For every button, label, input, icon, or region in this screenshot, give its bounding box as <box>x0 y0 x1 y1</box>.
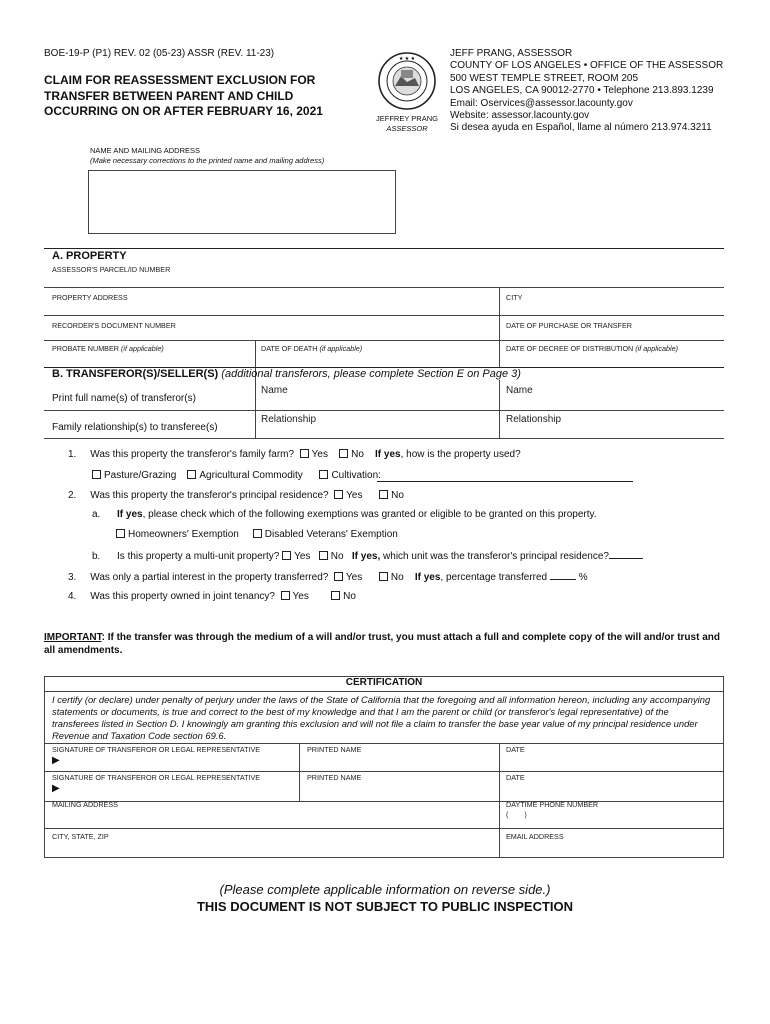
relationship-col-1: Relationship <box>261 414 317 425</box>
q2b-unit-input[interactable] <box>609 549 643 559</box>
sig2-arrow-icon: ▶ <box>52 783 60 794</box>
mailing-address-field[interactable] <box>46 809 498 827</box>
form-code: BOE-19-P (P1) REV. 02 (05-23) ASSR (REV. 11-23) <box>44 48 275 59</box>
certification-title: CERTIFICATION <box>345 677 423 688</box>
date-decree-label: DATE OF DECREE OF DISTRIBUTION (if applicable) <box>506 344 679 353</box>
question-4: 4. Was this property owned in joint tenancy? Yes No <box>68 591 356 602</box>
certification-text: I certify (or declare) under penalty of perjury under the laws of the State of California that the foregoing and all information hereon, including any accompanying statements or documents, is true and correct to the best of my knowledge and that I am the parent or child (or transferor's legal representative) of the transferees listed in Section D. I knowingly am granting this exclusion and will not file a claim to transfer the base year value of my principal residence under Revenue and Taxation Code section 69.6. <box>52 694 711 741</box>
q4-no-checkbox[interactable]: No <box>331 591 356 602</box>
relationship-field-2[interactable] <box>500 411 724 437</box>
date-death-field[interactable] <box>256 341 498 366</box>
section-b-title: B. TRANSFEROR(S)/SELLER(S) (additional transferors, please complete Section E on Page 3) <box>52 368 521 380</box>
city-label: CITY <box>506 293 523 302</box>
date-death-label: DATE OF DEATH (if applicable) <box>261 344 363 353</box>
assessor-line: 500 WEST TEMPLE STREET, ROOM 205 <box>450 72 639 84</box>
email-label: EMAIL ADDRESS <box>506 832 564 841</box>
homeowners-checkbox[interactable]: Homeowners' Exemption <box>116 529 239 540</box>
assessor-line: LOS ANGELES, CA 90012-2770 • Telephone 213.893.1239 <box>450 85 714 97</box>
assessor-line: COUNTY OF LOS ANGELES • OFFICE OF THE ASSESSOR <box>450 60 724 72</box>
date-field-1[interactable] <box>501 752 723 770</box>
transferor-names-label: Print full name(s) of transferor(s) <box>52 393 196 404</box>
assessor-seal <box>377 50 437 112</box>
q3-no-checkbox[interactable]: No <box>379 572 404 583</box>
mailing-note: (Make necessary corrections to the printed name and mailing address) <box>90 156 325 165</box>
form-title-line2: TRANSFER BETWEEN PARENT AND CHILD <box>44 88 294 103</box>
daytime-phone-field[interactable] <box>520 809 722 827</box>
date-purchase-label: DATE OF PURCHASE OR TRANSFER <box>506 321 632 330</box>
form-title <box>44 73 323 120</box>
veterans-checkbox[interactable]: Disabled Veterans' Exemption <box>253 529 398 540</box>
date-2-label: DATE <box>506 773 525 782</box>
assessor-website[interactable]: Website: assessor.lacounty.gov <box>450 110 590 122</box>
svg-text:★ ★ ★: ★ ★ ★ <box>398 56 416 62</box>
email-field[interactable] <box>501 840 723 856</box>
cultivation-input[interactable] <box>377 481 633 482</box>
transferor-name-2[interactable] <box>500 382 724 409</box>
question-1: 1. Was this property the transferor's family farm? Yes No If yes, how is the property used? <box>68 449 521 460</box>
assessor-line: Si desea ayuda en Español, llame al número 213.974.3211 <box>450 122 712 134</box>
q2b-no-checkbox[interactable]: No <box>319 551 344 562</box>
city-state-zip-label: CITY, STATE, ZIP <box>52 832 109 841</box>
question-2a: a. If yes, please check which of the following exemptions was granted or eligible to be granted on this property. <box>92 509 597 520</box>
section-a-title: A. PROPERTY <box>52 250 127 262</box>
agri-checkbox[interactable]: Agricultural Commodity <box>187 470 302 481</box>
signature-field-2[interactable] <box>62 780 298 800</box>
probate-label: PROBATE NUMBER (if applicable) <box>52 344 164 353</box>
form-title-line3: OCCURRING ON OR AFTER FEBRUARY 16, 2021 <box>44 104 323 118</box>
date-1-label: DATE <box>506 745 525 754</box>
name-col-2: Name <box>506 385 533 396</box>
property-address-label: PROPERTY ADDRESS <box>52 293 128 302</box>
q4-yes-checkbox[interactable]: Yes <box>281 591 309 602</box>
printed-name-field-2[interactable] <box>301 780 497 800</box>
sig1-arrow-icon: ▶ <box>52 755 60 766</box>
probate-field[interactable] <box>44 341 254 366</box>
recorder-doc-field[interactable] <box>44 316 499 340</box>
percentage-input[interactable] <box>550 570 576 580</box>
relationship-label: Family relationship(s) to transferee(s) <box>52 422 218 433</box>
question-1-uses <box>92 470 381 481</box>
assessor-email[interactable]: Email: Oservices@assessor.lacounty.gov <box>450 97 633 109</box>
question-2a-options <box>116 529 398 540</box>
date-decree-field[interactable] <box>500 341 724 366</box>
q1-no-checkbox[interactable]: No <box>339 449 364 460</box>
seal-title: ASSESSOR <box>386 124 428 133</box>
property-address-field[interactable] <box>44 288 499 314</box>
city-field[interactable] <box>500 288 724 314</box>
sig1-label: SIGNATURE OF TRANSFEROR OR LEGAL REPRESENTATIVE <box>52 745 261 754</box>
assessor-contact <box>450 48 723 135</box>
daytime-phone-label: DAYTIME PHONE NUMBER <box>506 800 599 809</box>
mailing-address-label: MAILING ADDRESS <box>52 800 118 809</box>
mailing-label: NAME AND MAILING ADDRESS <box>90 146 201 155</box>
question-3: 3. Was only a partial interest in the property transferred? Yes No If yes, percentage transferred % <box>68 572 588 583</box>
q2-no-checkbox[interactable]: No <box>379 490 404 501</box>
question-2: 2. Was this property the transferor's principal residence? Yes No <box>68 490 404 501</box>
mailing-address-box[interactable] <box>88 170 396 234</box>
q2-yes-checkbox[interactable]: Yes <box>334 490 362 501</box>
date-field-2[interactable] <box>501 780 723 800</box>
form-title-line1: CLAIM FOR REASSESSMENT EXCLUSION FOR <box>44 73 316 87</box>
phone-parens: ( ) <box>506 810 527 819</box>
important-notice: IMPORTANT: If the transfer was through the medium of a will and/or trust, you must attach a full and complete copy of the will and/or trust and all amendments. <box>44 632 720 656</box>
question-2b: b. Is this property a multi-unit property? Yes No If yes, which unit was the transferor's principal residence? <box>92 549 643 562</box>
name-col-1: Name <box>261 385 288 396</box>
printed-name-1-label: PRINTED NAME <box>307 745 362 754</box>
relationship-col-2: Relationship <box>506 414 562 425</box>
footer-note: (Please complete applicable information on reverse side.) <box>219 882 551 897</box>
date-purchase-field[interactable] <box>500 316 724 340</box>
footer-notice: THIS DOCUMENT IS NOT SUBJECT TO PUBLIC INSPECTION <box>196 899 574 914</box>
printed-name-2-label: PRINTED NAME <box>307 773 362 782</box>
seal-name: JEFFREY PRANG <box>376 114 438 123</box>
sig2-label: SIGNATURE OF TRANSFEROR OR LEGAL REPRESENTATIVE <box>52 773 261 782</box>
apn-field[interactable] <box>44 262 724 286</box>
apn-label: ASSESSOR'S PARCEL/ID NUMBER <box>52 265 171 274</box>
q2b-yes-checkbox[interactable]: Yes <box>282 551 310 562</box>
q3-yes-checkbox[interactable]: Yes <box>334 572 362 583</box>
relationship-field-1[interactable] <box>256 411 498 437</box>
transferor-name-1[interactable] <box>256 382 498 409</box>
city-state-zip-field[interactable] <box>46 840 498 856</box>
assessor-line: JEFF PRANG, ASSESSOR <box>450 48 573 59</box>
pasture-checkbox[interactable]: Pasture/Grazing <box>92 470 176 481</box>
signature-field-1[interactable] <box>62 752 298 770</box>
cultivation-checkbox[interactable]: Cultivation: <box>319 470 380 481</box>
printed-name-field-1[interactable] <box>301 752 497 770</box>
q1-yes-checkbox[interactable]: Yes <box>300 449 328 460</box>
recorder-doc-label: RECORDER'S DOCUMENT NUMBER <box>52 321 176 330</box>
